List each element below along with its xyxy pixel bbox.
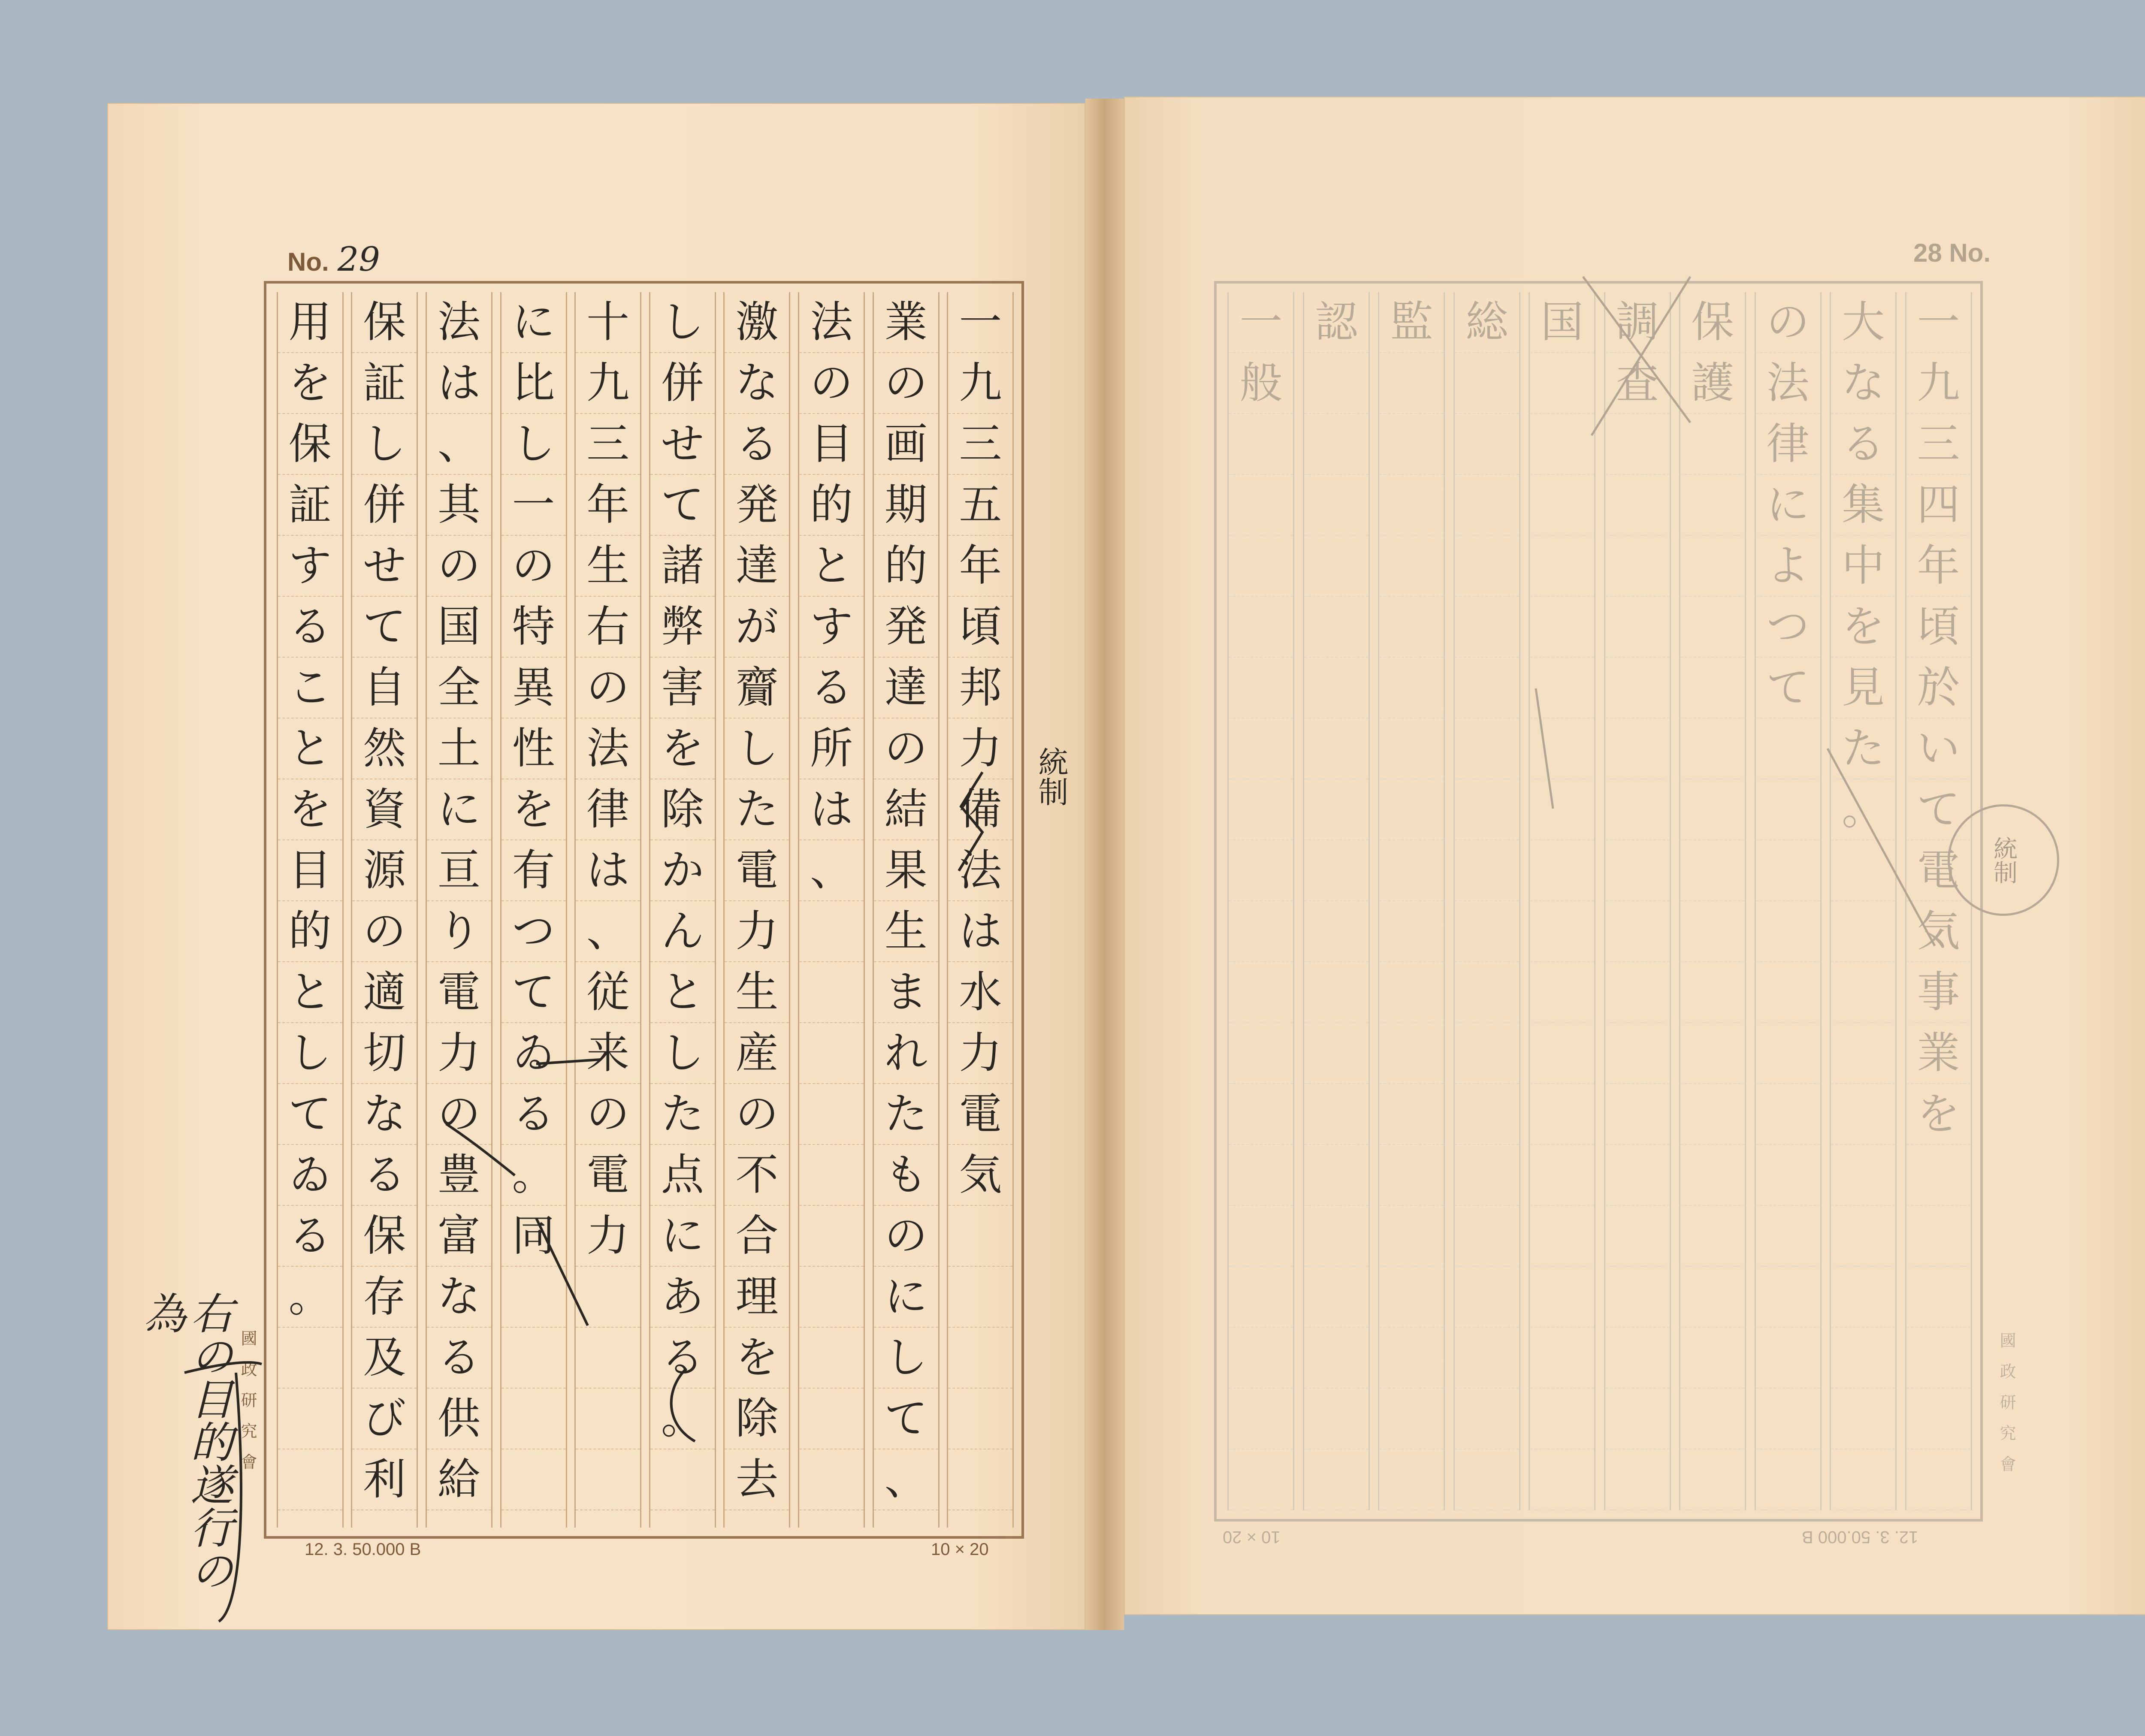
manuscript-cell: 国 xyxy=(427,597,491,658)
manuscript-cell: 証 xyxy=(352,353,417,414)
manuscript-cell: た xyxy=(1831,719,1895,779)
manuscript-cell: 特 xyxy=(502,597,566,658)
manuscript-cell: 電 xyxy=(427,962,491,1023)
manuscript-cell: 頃 xyxy=(1906,597,1971,658)
manuscript-cell: し xyxy=(650,292,715,353)
manuscript-cell: る xyxy=(278,1206,342,1267)
manuscript-cell: 。 xyxy=(502,1145,566,1206)
manuscript-cell: た xyxy=(874,1084,938,1145)
manuscript-cell: し xyxy=(278,1023,342,1084)
manuscript-cell: 、 xyxy=(874,1449,938,1510)
manuscript-cell: る xyxy=(427,1328,491,1389)
manuscript-cell: 諸 xyxy=(650,536,715,597)
manuscript-cell: る xyxy=(1831,414,1895,475)
manuscript-cell: と xyxy=(278,719,342,779)
manuscript-cell: 法 xyxy=(1756,353,1820,414)
manuscript-cell: 存 xyxy=(352,1267,417,1328)
manuscript-cell: 及 xyxy=(352,1328,417,1389)
manuscript-cell: な xyxy=(725,353,789,414)
manuscript-cell: に xyxy=(650,1206,715,1267)
manuscript-cell: 電 xyxy=(948,1084,1012,1145)
manuscript-cell: 其 xyxy=(427,475,491,536)
manuscript-cell: 目 xyxy=(799,414,864,475)
manuscript-cell: つ xyxy=(502,901,566,962)
manuscript-cell: 然 xyxy=(352,719,417,779)
manuscript-cell: か xyxy=(650,840,715,901)
manuscript-cell: ゐ xyxy=(278,1145,342,1206)
manuscript-cell: 力 xyxy=(948,1023,1012,1084)
manuscript-cell: 備 xyxy=(948,779,1012,840)
manuscript-cell: 土 xyxy=(427,719,491,779)
manuscript-cell: 併 xyxy=(352,475,417,536)
manuscript-cell: た xyxy=(650,1084,715,1145)
manuscript-cell: れ xyxy=(874,1023,938,1084)
manuscript-cell: 生 xyxy=(576,536,640,597)
manuscript-cell: の xyxy=(502,536,566,597)
manuscript-cell: 年 xyxy=(1906,536,1971,597)
manuscript-cell: 事 xyxy=(1906,962,1971,1023)
manuscript-cell: 三 xyxy=(576,414,640,475)
manuscript-cell: び xyxy=(352,1389,417,1449)
manuscript-cell: る xyxy=(725,414,789,475)
manuscript-cell: 、 xyxy=(576,901,640,962)
manuscript-cell: い xyxy=(1906,719,1971,779)
manuscript-cell: 異 xyxy=(502,658,566,719)
manuscript-cell: 保 xyxy=(1680,292,1745,353)
manuscript-cell: 般 xyxy=(1229,353,1293,414)
manuscript-cell: と xyxy=(650,962,715,1023)
manuscript-cell: の xyxy=(1756,292,1820,353)
manuscript-cell: 護 xyxy=(1680,353,1745,414)
manuscript-cell: 、 xyxy=(799,840,864,901)
manuscript-cell: る xyxy=(352,1145,417,1206)
manuscript-cell: を xyxy=(725,1328,789,1389)
manuscript-cell: 邦 xyxy=(948,658,1012,719)
manuscript-cell: 適 xyxy=(352,962,417,1023)
manuscript-cell: 理 xyxy=(725,1267,789,1328)
manuscript-cell: て xyxy=(874,1389,938,1449)
manuscript-cell: 水 xyxy=(948,962,1012,1023)
manuscript-cell: 生 xyxy=(725,962,789,1023)
manuscript-cell: の xyxy=(874,353,938,414)
manuscript-cell: 所 xyxy=(799,719,864,779)
manuscript-cell: 三 xyxy=(1906,414,1971,475)
manuscript-cell: に xyxy=(502,292,566,353)
manuscript-cell: 発 xyxy=(874,597,938,658)
handwritten-strikes xyxy=(107,103,1085,1630)
manuscript-cell: 除 xyxy=(650,779,715,840)
manuscript-cell: す xyxy=(278,536,342,597)
manuscript-cell: を xyxy=(1906,1084,1971,1145)
manuscript-cell: 電 xyxy=(576,1145,640,1206)
margin-note: 右の目的遂行の為 xyxy=(136,1291,233,1591)
manuscript-cell: り xyxy=(427,901,491,962)
manuscript-cell: の xyxy=(874,719,938,779)
manuscript-cell: 頃 xyxy=(948,597,1012,658)
manuscript-cell: 保 xyxy=(352,292,417,353)
manuscript-cell: 期 xyxy=(874,475,938,536)
manuscript-cell: の xyxy=(576,1084,640,1145)
manuscript-cell: 全 xyxy=(427,658,491,719)
manuscript-cell: 除 xyxy=(725,1389,789,1449)
manuscript-cell: 的 xyxy=(799,475,864,536)
manuscript-cell: も xyxy=(874,1145,938,1206)
manuscript-cell: る xyxy=(650,1328,715,1389)
manuscript-cell: 結 xyxy=(874,779,938,840)
manuscript-cell: 一 xyxy=(502,475,566,536)
manuscript-cell: せ xyxy=(352,536,417,597)
manuscript-cell: 果 xyxy=(874,840,938,901)
manuscript-cell: て xyxy=(278,1084,342,1145)
manuscript-cell: て xyxy=(1756,658,1820,719)
manuscript-cell: は xyxy=(799,779,864,840)
manuscript-cell: し xyxy=(874,1328,938,1389)
manuscript-cell: 源 xyxy=(352,840,417,901)
manuscript-cell: 点 xyxy=(650,1145,715,1206)
left-page xyxy=(107,103,1085,1630)
manuscript-cell: を xyxy=(1831,597,1895,658)
manuscript-cell: あ xyxy=(650,1267,715,1328)
manuscript-cell: 生 xyxy=(874,901,938,962)
manuscript-cell: し xyxy=(650,1023,715,1084)
manuscript-cell: 利 xyxy=(352,1449,417,1510)
manuscript-cell: す xyxy=(799,597,864,658)
manuscript-cell: 用 xyxy=(278,292,342,353)
manuscript-cell: 比 xyxy=(502,353,566,414)
manuscript-cell: 有 xyxy=(502,840,566,901)
manuscript-cell: 的 xyxy=(278,901,342,962)
manuscript-cell: な xyxy=(1831,353,1895,414)
manuscript-cell: 害 xyxy=(650,658,715,719)
page-number-label: No. xyxy=(1949,239,1991,267)
manuscript-cell: た xyxy=(725,779,789,840)
manuscript-cell: は xyxy=(576,840,640,901)
manuscript-cell: 合 xyxy=(725,1206,789,1267)
manuscript-cell: 一 xyxy=(1906,292,1971,353)
manuscript-cell: 発 xyxy=(725,475,789,536)
manuscript-cell: 的 xyxy=(874,536,938,597)
manuscript-cell: の xyxy=(427,1084,491,1145)
manuscript-cell: に xyxy=(874,1267,938,1328)
manuscript-cell: 力 xyxy=(725,901,789,962)
manuscript-cell: て xyxy=(502,962,566,1023)
manuscript-cell: 達 xyxy=(725,536,789,597)
manuscript-cell: 三 xyxy=(948,414,1012,475)
print-date: 12. 3. 50.000 B xyxy=(305,1540,421,1559)
manuscript-cell: と xyxy=(799,536,864,597)
manuscript-cell: 激 xyxy=(725,292,789,353)
manuscript-cell: 資 xyxy=(352,779,417,840)
manuscript-cell: 律 xyxy=(1756,414,1820,475)
manuscript-cell: て xyxy=(1906,779,1971,840)
manuscript-cell: 十 xyxy=(576,292,640,353)
manuscript-cell: し xyxy=(725,719,789,779)
manuscript-cell: こ xyxy=(278,658,342,719)
manuscript-cell: 一 xyxy=(948,292,1012,353)
manuscript-cell: 併 xyxy=(650,353,715,414)
manuscript-cell: 性 xyxy=(502,719,566,779)
manuscript-cell: 見 xyxy=(1831,658,1895,719)
manuscript-cell: を xyxy=(278,779,342,840)
manuscript-cell: 力 xyxy=(427,1023,491,1084)
manuscript-cell: 給 xyxy=(427,1449,491,1510)
manuscript-cell: 中 xyxy=(1831,536,1895,597)
manuscript-cell: の xyxy=(799,353,864,414)
manuscript-cell: る xyxy=(502,1084,566,1145)
manuscript-cell: 業 xyxy=(874,292,938,353)
manuscript-cell: 。 xyxy=(1831,779,1895,840)
manuscript-cell: に xyxy=(427,779,491,840)
manuscript-cell: な xyxy=(427,1267,491,1328)
manuscript-cell: に xyxy=(1756,475,1820,536)
manuscript-cell: 。 xyxy=(278,1267,342,1328)
publisher-name: 國政研究會 xyxy=(238,1330,257,1484)
stamp-mark: 統制 xyxy=(1948,804,2059,916)
manuscript-cell: 切 xyxy=(352,1023,417,1084)
manuscript-cell: ゐ xyxy=(502,1023,566,1084)
manuscript-cell: 富 xyxy=(427,1206,491,1267)
manuscript-cell: 産 xyxy=(725,1023,789,1084)
manuscript-cell: 保 xyxy=(278,414,342,475)
manuscript-cell: の xyxy=(427,536,491,597)
manuscript-cell: 目 xyxy=(278,840,342,901)
manuscript-cell: 九 xyxy=(576,353,640,414)
manuscript-cell: 九 xyxy=(948,353,1012,414)
manuscript-cell: 、 xyxy=(427,414,491,475)
manuscript-cell: 大 xyxy=(1831,292,1895,353)
manuscript-cell: 供 xyxy=(427,1389,491,1449)
manuscript-cell: が xyxy=(725,597,789,658)
manuscript-cell: 亘 xyxy=(427,840,491,901)
manuscript-cell: の xyxy=(576,658,640,719)
manuscript-cell: 認 xyxy=(1304,292,1369,353)
manuscript-cell: 去 xyxy=(725,1449,789,1510)
manuscript-cell: る xyxy=(278,597,342,658)
book-gutter xyxy=(1085,99,1124,1630)
grid-size: 10 × 20 xyxy=(1223,1528,1281,1546)
publisher-name: 國政研究會 xyxy=(1997,1332,2016,1486)
manuscript-cell: の xyxy=(874,1206,938,1267)
manuscript-cell: 法 xyxy=(948,840,1012,901)
manuscript-cell: ん xyxy=(650,901,715,962)
manuscript-cell: 四 xyxy=(1906,475,1971,536)
manuscript-cell: 業 xyxy=(1906,1023,1971,1084)
manuscript-cell: 法 xyxy=(427,292,491,353)
manuscript-cell: 査 xyxy=(1605,353,1670,414)
manuscript-cell: 。 xyxy=(650,1389,715,1449)
manuscript-cell: 調 xyxy=(1605,292,1670,353)
manuscript-cell: 保 xyxy=(352,1206,417,1267)
manuscript-cell: 気 xyxy=(948,1145,1012,1206)
page-number-label: No. xyxy=(287,248,329,276)
manuscript-cell: 右 xyxy=(576,597,640,658)
print-date: 12. 3. 50.000 B xyxy=(1802,1528,1918,1546)
side-note: 統制 xyxy=(1033,746,1069,806)
manuscript-cell: 九 xyxy=(1906,353,1971,414)
manuscript-cell: つ xyxy=(1756,597,1820,658)
manuscript-cell: 一 xyxy=(1229,292,1293,353)
manuscript-cell: 監 xyxy=(1379,292,1444,353)
manuscript-cell: て xyxy=(650,475,715,536)
manuscript-cell: を xyxy=(278,353,342,414)
manuscript-cell: 国 xyxy=(1530,292,1594,353)
manuscript-cell: の xyxy=(352,901,417,962)
manuscript-cell: 於 xyxy=(1906,658,1971,719)
manuscript-cell: 同 xyxy=(502,1206,566,1267)
manuscript-cell: る xyxy=(799,658,864,719)
manuscript-cell: 従 xyxy=(576,962,640,1023)
manuscript-cell: ま xyxy=(874,962,938,1023)
manuscript-cell: 五 xyxy=(948,475,1012,536)
manuscript-cell: 律 xyxy=(576,779,640,840)
manuscript-cell: 法 xyxy=(799,292,864,353)
manuscript-cell: を xyxy=(502,779,566,840)
manuscript-cell: の xyxy=(725,1084,789,1145)
manuscript-cell: 証 xyxy=(278,475,342,536)
manuscript-cell: し xyxy=(502,414,566,475)
page-number-value: 29 xyxy=(337,240,380,279)
manuscript-cell: よ xyxy=(1756,536,1820,597)
handwritten-strikes xyxy=(1124,97,2145,1615)
manuscript-cell: な xyxy=(352,1084,417,1145)
manuscript-cell: 力 xyxy=(576,1206,640,1267)
manuscript-cell: 総 xyxy=(1455,292,1519,353)
manuscript-cell: 集 xyxy=(1831,475,1895,536)
manuscript-cell: 画 xyxy=(874,414,938,475)
manuscript-cell: 力 xyxy=(948,719,1012,779)
manuscript-cell: を xyxy=(650,719,715,779)
manuscript-cell: 年 xyxy=(576,475,640,536)
manuscript-cell: 達 xyxy=(874,658,938,719)
manuscript-cell: 気 xyxy=(1906,901,1971,962)
manuscript-cell: 弊 xyxy=(650,597,715,658)
manuscript-cell: 自 xyxy=(352,658,417,719)
manuscript-cell: は xyxy=(948,901,1012,962)
manuscript-cell: せ xyxy=(650,414,715,475)
manuscript-cell: 電 xyxy=(725,840,789,901)
manuscript-cell: し xyxy=(352,414,417,475)
manuscript-cell: 来 xyxy=(576,1023,640,1084)
manuscript-cell: は xyxy=(427,353,491,414)
manuscript-cell: と xyxy=(278,962,342,1023)
manuscript-cell: 年 xyxy=(948,536,1012,597)
manuscript-cell: 法 xyxy=(576,719,640,779)
manuscript-cell: 電 xyxy=(1906,840,1971,901)
manuscript-cell: 豊 xyxy=(427,1145,491,1206)
manuscript-cell: 齎 xyxy=(725,658,789,719)
manuscript-cell: て xyxy=(352,597,417,658)
page-number-value: 28 xyxy=(1913,239,1942,267)
grid-size: 10 × 20 xyxy=(931,1540,989,1559)
right-page xyxy=(1124,97,2145,1615)
manuscript-cell: 不 xyxy=(725,1145,789,1206)
